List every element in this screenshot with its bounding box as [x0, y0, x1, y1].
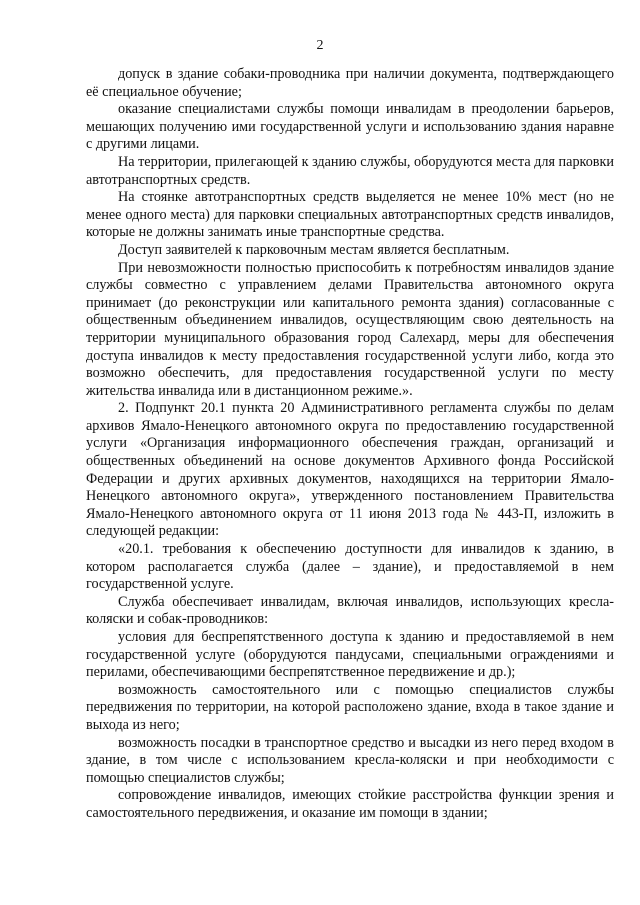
paragraph-service-provides: Служба обеспечивает инвалидам, включая инвалидов, использующих кресла-коляски и собак-проводников: [86, 593, 614, 628]
paragraph-specialist-assistance: оказание специалистами службы помощи инвалидам в преодолении барьеров, мешающих получению ими государственной услуги и использованию здания наравне с другими лицами. [86, 101, 614, 153]
paragraph-subitem-20-1: «20.1. требования к обеспечению доступности для инвалидов к зданию, в котором располагается служба (далее – здание), и предоставляемой в нем государственной услуге. [86, 541, 614, 593]
paragraph-accessibility-measures: При невозможности полностью приспособить к потребностям инвалидов здание службы совместно с управлением делами Правительства автономного округа принимает (до реконструкции или капитального ремонта здания) согласованные с общественным объединением инвалидов, осуществляющим свою деятельность на территории муниципального образования город Салехард, меры для обеспечения доступа инвалидов к месту предоставления государственной услуги либо, когда это возможно обеспечить, для предоставления государственной услуги по месту жительства инвалида или в дистанционном режиме.». [86, 259, 614, 399]
paragraph-unobstructed-access: условия для беспрепятственного доступа к зданию и предоставляемой в нем государственной услуге (оборудуются пандусами, специальными ограждениями и перилами, обеспечивающими беспрепятственное передвижение и др.); [86, 629, 614, 681]
paragraph-guide-dog-access: допуск в здание собаки-проводника при наличии документа, подтверждающего её специальное обучение; [86, 66, 614, 100]
page-number: 2 [316, 38, 324, 53]
paragraph-vehicle-boarding: возможность посадки в транспортное средство и высадки из него перед входом в здание, в том числе с использованием кресла-коляски и при необходимости с помощью специалистов службы; [86, 734, 614, 786]
paragraph-parking-territory: На территории, прилегающей к зданию службы, оборудуются места для парковки автотранспортных средств. [86, 153, 614, 188]
paragraph-escort-visually-impaired: сопровождение инвалидов, имеющих стойкие расстройства функции зрения и самостоятельного передвижения, и оказание им помощи в здании; [86, 787, 614, 821]
paragraph-movement-on-territory: возможность самостоятельного или с помощью специалистов службы передвижения по территории, на которой расположено здание, входа в такое здание и выхода из него; [86, 681, 614, 733]
document-body [86, 66, 614, 823]
paragraph-parking-quota: На стоянке автотранспортных средств выделяется не менее 10% мест (но не менее одного места) для парковки специальных автотранспортных средств инвалидов, которые не должны занимать иные транспортные средства. [86, 189, 614, 241]
paragraph-amendment-item-2: 2. Подпункт 20.1 пункта 20 Административного регламента службы по делам архивов Ямало-Ненецкого автономного округа по предоставлению государственной услуги «Организация информационного обеспечения граждан, организаций и общественных объединений на основе документов Архивного фонда Российской Федерации и других архивных документов, находящихся на территории Ямало-Ненецкого автономного округа», утвержденного постановлением Правительства Ямало-Ненецкого автономного округа от 11 июня 2013 года № 443-П, изложить в следующей редакции: [86, 400, 614, 540]
paragraph-free-parking: Доступ заявителей к парковочным местам является бесплатным. [118, 241, 510, 258]
